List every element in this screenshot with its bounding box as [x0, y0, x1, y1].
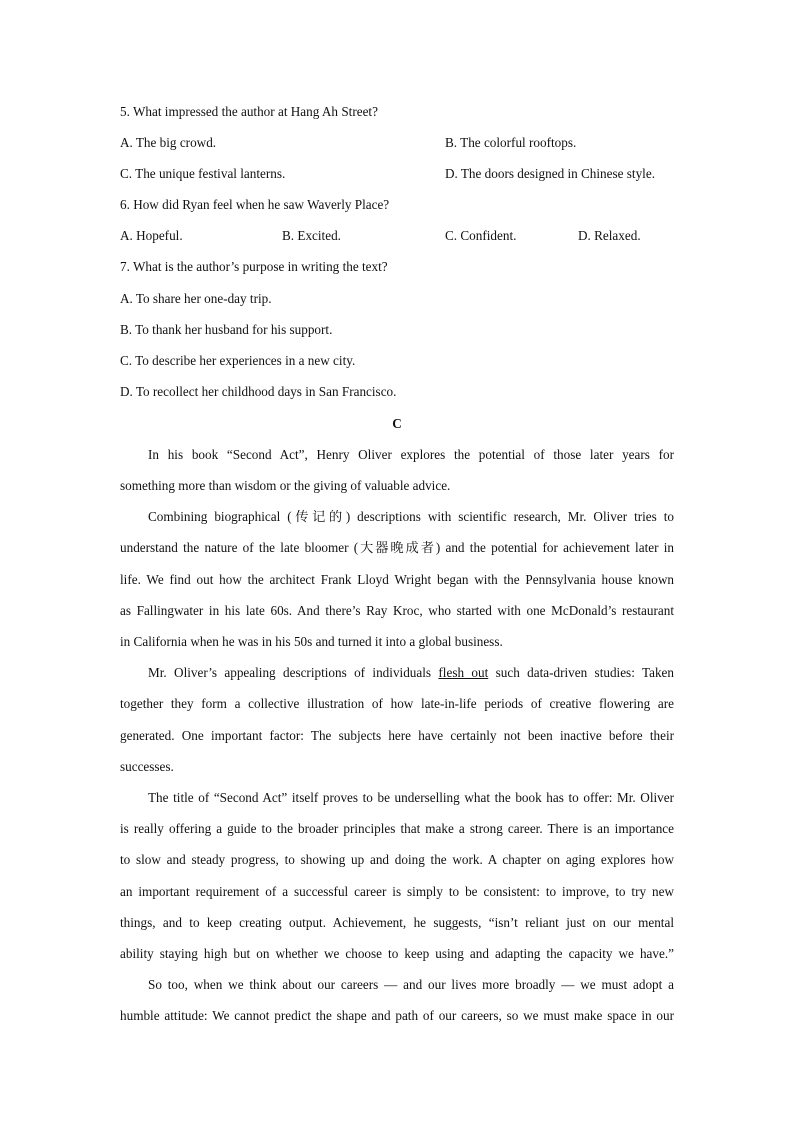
passage-line: life. We find out how the architect Frank Lloyd Wright began with the Pennsylvania house known: [120, 572, 674, 587]
q6-option-d: D. Relaxed.: [578, 228, 641, 243]
passage-line: together they form a collective illustration of how late-in-life periods of creative flowering are: [120, 696, 674, 711]
passage-line: is really offering a guide to the broader principles that make a strong career. There is an importance: [120, 821, 674, 836]
passage-line: successes.: [120, 759, 174, 774]
q5-option-b: B. The colorful rooftops.: [445, 135, 577, 150]
passage-line: The title of “Second Act” itself proves to be underselling what the book has to offer: Mr. Oliver: [148, 790, 674, 805]
passage-line: something more than wisdom or the giving of valuable advice.: [120, 478, 451, 493]
q7-option-b: B. To thank her husband for his support.: [120, 322, 333, 337]
q7-option-a: A. To share her one-day trip.: [120, 291, 272, 306]
p3-text-before: Mr. Oliver’s appealing descriptions of individuals: [148, 665, 432, 680]
q6-option-b: B. Excited.: [282, 228, 341, 243]
q7-option-c: C. To describe her experiences in a new city.: [120, 353, 356, 368]
question-6-stem: 6. How did Ryan feel when he saw Waverly Place?: [120, 197, 390, 212]
q5-option-a: A. The big crowd.: [120, 135, 217, 150]
passage-line: ability staying high but on whether we choose to keep using and adapting the capacity we have.”: [120, 946, 674, 961]
p3-text-after: such data-driven studies: Taken: [495, 665, 675, 680]
underlined-phrase: flesh out: [438, 665, 489, 680]
passage-line: Combining biographical (传记的) descriptions with scientific research, Mr. Oliver tries to: [148, 509, 674, 524]
passage-line: as Fallingwater in his late 60s. And there’s Ray Kroc, who started with one McDonald’s restaurant: [120, 603, 674, 618]
q6-option-c: C. Confident.: [445, 228, 517, 243]
passage-line: things, and to keep creating output. Achievement, he suggests, “isn’t reliant just on our mental: [120, 915, 674, 930]
question-5-stem: 5. What impressed the author at Hang Ah Street?: [120, 104, 378, 119]
q5-option-c: C. The unique festival lanterns.: [120, 166, 286, 181]
passage-line: to slow and steady progress, to showing up and doing the work. A chapter on aging explores how: [120, 852, 674, 867]
passage-line: In his book “Second Act”, Henry Oliver explores the potential of those later years for: [148, 447, 674, 462]
question-7-stem: 7. What is the author’s purpose in writing the text?: [120, 259, 388, 274]
passage-line: generated. One important factor: The subjects here have certainly not been inactive before their: [120, 728, 674, 743]
passage-line: understand the nature of the late bloomer (大器晚成者) and the potential for achievement later in: [120, 540, 674, 555]
q7-option-d: D. To recollect her childhood days in San Francisco.: [120, 384, 397, 399]
passage-line: an important requirement of a successful career is simply to be consistent: to improve, to try new: [120, 884, 674, 899]
section-title: C: [392, 416, 402, 431]
passage-line-with-underline: [148, 664, 674, 682]
passage-line: humble attitude: We cannot predict the shape and path of our careers, so we must make space in our: [120, 1008, 674, 1023]
passage-line: So too, when we think about our careers — and our lives more broadly — we must adopt a: [148, 977, 674, 992]
q5-option-d: D. The doors designed in Chinese style.: [445, 166, 655, 181]
q6-option-a: A. Hopeful.: [120, 228, 183, 243]
passage-line: in California when he was in his 50s and turned it into a global business.: [120, 634, 503, 649]
